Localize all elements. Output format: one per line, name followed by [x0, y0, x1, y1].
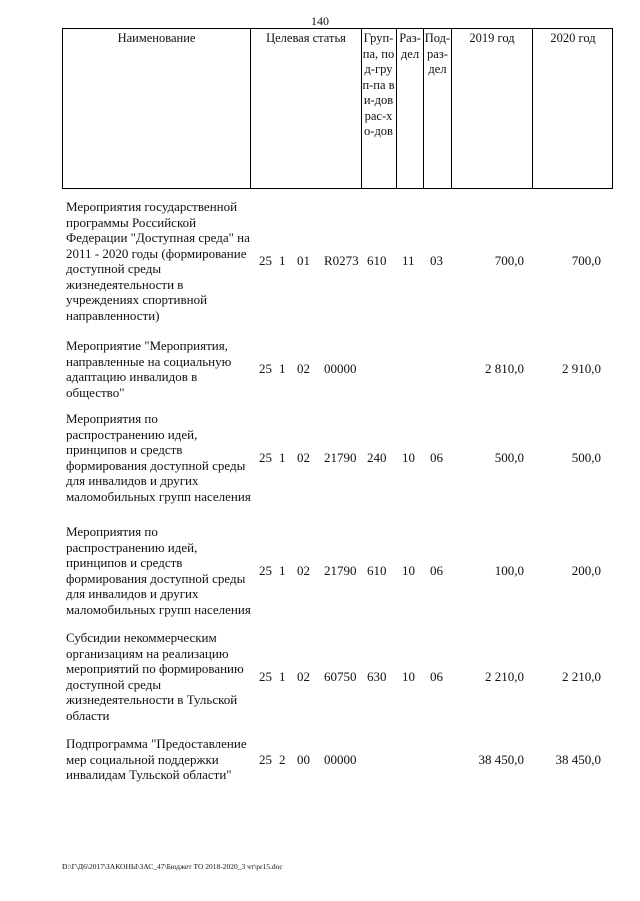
amount-2020: 200,0 [571, 563, 601, 578]
amount-2020: 500,0 [571, 450, 601, 465]
header-2020: 2020 год [550, 31, 596, 45]
target-code-1: 25 [259, 752, 272, 767]
target-code-3: 01 [297, 253, 310, 268]
row-name: Мероприятие "Мероприятия, направленные на социальную адаптацию инвалидов в общество" [66, 338, 232, 400]
table-header [62, 28, 613, 189]
header-name: Наименование [117, 31, 196, 45]
target-code-4: R0273 [324, 253, 359, 268]
target-code-3: 02 [297, 450, 310, 465]
file-path: D:\Г\Д6\2017\ЗАКОНЫ\ЗАС_47\Бюджет ТО 2018-2020_3 чт\pr15.doc [62, 862, 283, 871]
target-code-4: 00000 [324, 361, 357, 376]
subsection: 03 [430, 253, 443, 268]
row-name: Мероприятия по распространению идей, принципов и средств формирования доступной среды для инвалидов и других маломобильных групп населения [66, 411, 251, 504]
column-divider [451, 29, 452, 188]
target-code-2: 1 [279, 253, 286, 268]
table-row [62, 199, 613, 323]
table-row [62, 524, 613, 617]
target-code-1: 25 [259, 669, 272, 684]
target-code-4: 00000 [324, 752, 357, 767]
target-code-4: 60750 [324, 669, 357, 684]
amount-2020: 700,0 [571, 253, 601, 268]
row-name: Подпрограмма "Предоставление мер социальной поддержки инвалидам Тульской области" [66, 736, 247, 782]
section: 11 [402, 253, 415, 268]
target-code-2: 2 [279, 752, 286, 767]
target-code-4: 21790 [324, 450, 357, 465]
amount-2019: 2 810,0 [485, 361, 524, 376]
target-code-3: 02 [297, 669, 310, 684]
amount-2019: 100,0 [494, 563, 524, 578]
section: 10 [402, 450, 415, 465]
subsection: 06 [430, 563, 443, 578]
target-code-4: 21790 [324, 563, 357, 578]
expense-group: 630 [367, 669, 387, 684]
target-code-3: 02 [297, 563, 310, 578]
header-2019: 2019 год [469, 31, 515, 45]
target-code-2: 1 [279, 563, 286, 578]
amount-2019: 700,0 [494, 253, 524, 268]
table-row [62, 411, 613, 504]
row-name: Мероприятия государственной программы Российской Федерации "Доступная среда" на 2011 - 2020 годы (формирование доступной среды жизнедеятельности в учреждениях спортивной направленности) [66, 199, 250, 323]
page-number: 140 [311, 14, 329, 28]
target-code-1: 25 [259, 361, 272, 376]
section: 10 [402, 669, 415, 684]
target-code-1: 25 [259, 253, 272, 268]
amount-2020: 38 450,0 [555, 752, 601, 767]
column-divider [250, 29, 251, 188]
header-section: Раз-дел [399, 31, 421, 61]
amount-2020: 2 210,0 [562, 669, 601, 684]
column-divider [532, 29, 533, 188]
amount-2020: 2 910,0 [562, 361, 601, 376]
target-code-2: 1 [279, 450, 286, 465]
amount-2019: 38 450,0 [478, 752, 524, 767]
subsection: 06 [430, 450, 443, 465]
target-code-3: 00 [297, 752, 310, 767]
target-code-1: 25 [259, 450, 272, 465]
table-row [62, 736, 613, 783]
header-subsection: Под-раз-дел [424, 31, 451, 76]
table-row [62, 630, 613, 723]
header-target: Целевая статья [266, 31, 346, 45]
target-code-3: 02 [297, 361, 310, 376]
subsection: 06 [430, 669, 443, 684]
section: 10 [402, 563, 415, 578]
expense-group: 610 [367, 253, 387, 268]
amount-2019: 500,0 [494, 450, 524, 465]
target-code-2: 1 [279, 669, 286, 684]
target-code-1: 25 [259, 563, 272, 578]
target-code-2: 1 [279, 361, 286, 376]
amount-2019: 2 210,0 [485, 669, 524, 684]
expense-group: 240 [367, 450, 387, 465]
row-name: Субсидии некоммерческим организациям на реализацию мероприятий по формированию доступной среды жизнедеятельности в Тульской области [66, 630, 244, 723]
expense-group: 610 [367, 563, 387, 578]
header-group: Груп-па, под-груп-па ви-дов рас-хо-дов [362, 31, 395, 138]
table-row [62, 338, 613, 400]
row-name: Мероприятия по распространению идей, принципов и средств формирования доступной среды для инвалидов и других маломобильных групп населения [66, 524, 251, 617]
